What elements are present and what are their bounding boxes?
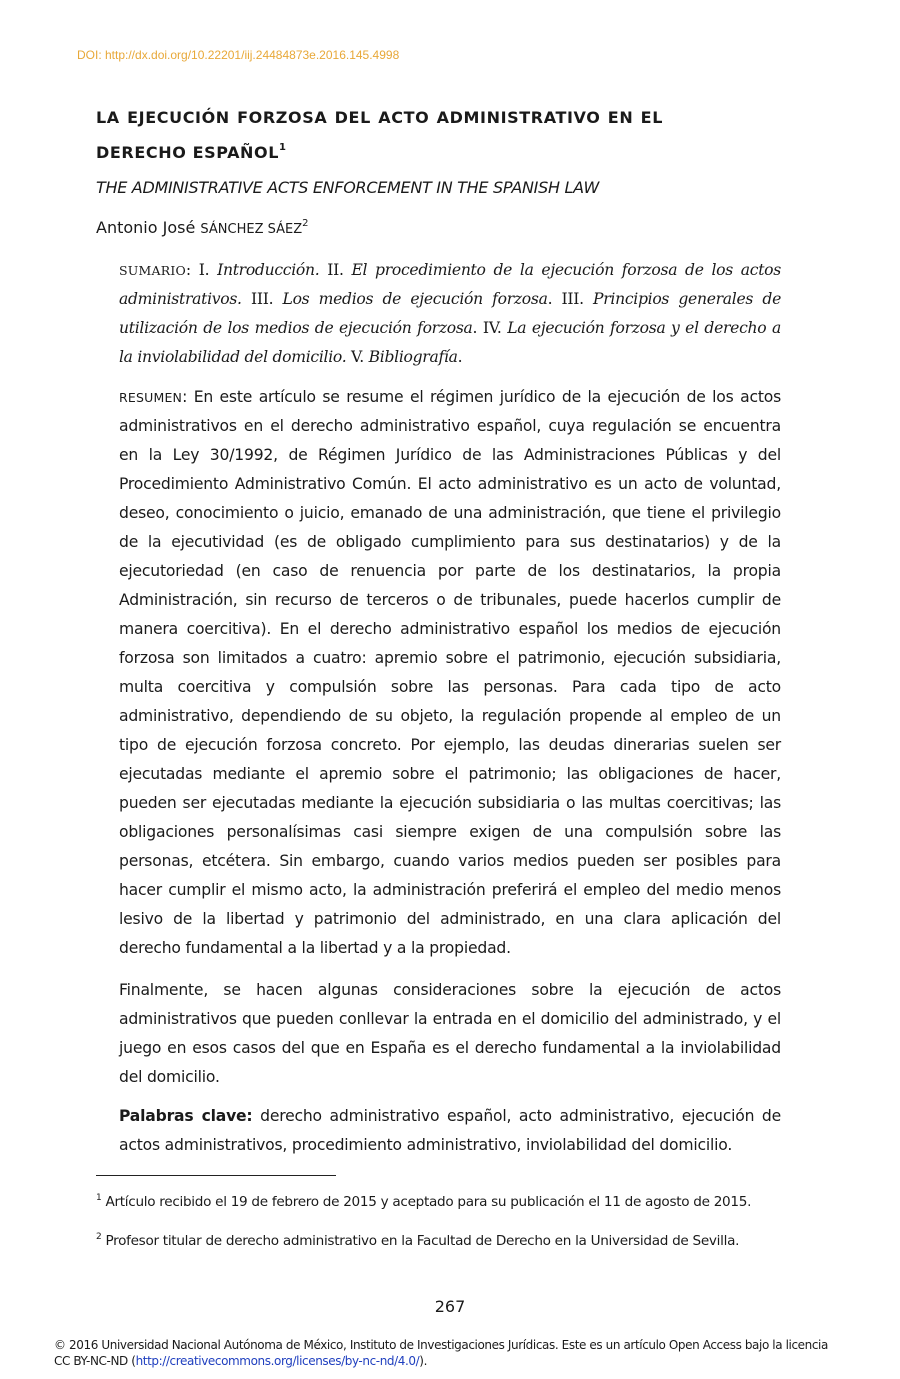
sumario-item-3: Los medios de ejecución forzosa (282, 290, 548, 308)
footnote-2-text: Profesor titular de derecho administrativo en la Facultad de Derecho en la Universidad de Sevilla. (105, 1233, 740, 1249)
author-footnote-ref[interactable]: 2 (302, 218, 309, 229)
footnote-2 (96, 1232, 739, 1249)
doi-link[interactable]: DOI: http://dx.doi.org/10.22201/iij.24484873e.2016.145.4998 (77, 48, 400, 62)
author-line (96, 218, 309, 237)
resumen-paragraph: RESUMEN: En este artículo se resume el régimen jurídico de la ejecución de los actos administrativos en el derecho administrativo español, cuya regulación se encuentra en la Ley 30/1992, de Régimen Jurídico de las Administraciones Públicas y del Procedimiento Administrativo Común. El acto administrativo es un acto de voluntad, deseo, conocimiento o juicio, emanado de una administración, que tiene el privilegio de la ejecutividad (es de obligado cumplimiento para sus destinatarios) y de la ejecutoriedad (en caso de renuencia por parte de los destinatarios, la propia Administración, sin recurso de terceros o de tribunales, puede hacerlos cumplir de manera coercitiva). En el derecho administrativo español los medios de ejecución forzosa son limitados a cuatro: apremio sobre el patrimonio, ejecución subsidiaria, multa coercitiva y compulsión sobre las personas. Para cada tipo de acto administrativo, dependiendo de su objeto, la regulación propende al empleo de un tipo de ejecución forzosa concreto. Por ejemplo, las deudas dinerarias suelen ser ejecutadas mediante el apremio sobre el patrimonio; las obligaciones de hacer, pueden ser ejecutadas mediante la ejecución subsidiaria o las multas coercitivas; las obligaciones personalísimas casi siempre exigen de una compulsión sobre las personas, etcétera. Sin embargo, cuando varios medios pueden ser posibles para hacer cumplir el mismo acto, la administración preferirá el empleo del medio menos lesivo de la libertad y patrimonio del administrado, en una clara aplicación del derecho fundamental a la libertad y a la propiedad. (119, 388, 782, 957)
footnote-1-num: 1 (96, 1193, 102, 1203)
footnote-1-text: Artículo recibido el 19 de febrero de 2015 y aceptado para su publicación el 11 de agosto de 2015. (105, 1194, 752, 1210)
resumen-text: En este artículo se resume el régimen jurídico de la ejecución de los actos administrativos en el derecho administrativo español, cuya regulación se encuentra en la Ley 30/1992, de Régimen Jurídico de las Administraciones Públicas y del Procedimiento Administrativo Común. El acto administrativo es un acto de voluntad, deseo, conocimiento o juicio, emanado de una administración, que tiene el privilegio de la ejecutividad (es de obligado cumplimiento para sus destinatarios) y de la ejecutoriedad (en caso de renuencia por parte de los destinatarios, la propia Administración, sin recurso de terceros o de tribunales, puede hacerlos cumplir de manera coercitiva). En el derecho administrativo español los medios de ejecución forzosa son limitados a cuatro: apremio sobre el patrimonio, ejecución subsidiaria, multa coercitiva y compulsión sobre las personas. Para cada tipo de acto administrativo, dependiendo de su objeto, la regulación propende al empleo de un tipo de ejecución forzosa concreto. Por ejemplo, las deudas dinerarias suelen ser ejecutadas mediante el apremio sobre el patrimonio; las obligaciones de hacer, pueden ser ejecutadas mediante la ejecución subsidiaria o las multas coercitivas; las obligaciones personalísimas casi siempre exigen de una compulsión sobre las personas, etcétera. Sin embargo, cuando varios medios pueden ser posibles para hacer cumplir el mismo acto, la administración preferirá el empleo del medio menos lesivo de la libertad y patrimonio del administrado, en una clara aplicación del derecho fundamental a la libertad y a la propiedad. (119, 388, 782, 957)
sumario-paragraph: SUMARIO: I. Introducción. II. El procedimiento de la ejecución forzosa de los actos administrativos. III. Los medios de ejecución forzosa. III. Principios generales de utilización de los medios de ejecución forzosa. IV. La ejecución forzosa y el derecho a la inviolabilidad del domicilio. V. Bibliografía. (119, 261, 781, 366)
sumario-item-1: Introducción. (217, 261, 320, 279)
footnote-2-num: 2 (96, 1232, 102, 1242)
license-link[interactable]: http://creativecommons.org/licenses/by-nc-nd/4.0/ (135, 1354, 420, 1368)
article-subtitle-english: THE ADMINISTRATIVE ACTS ENFORCEMENT IN THE SPANISH LAW (96, 178, 599, 197)
sumario-item-5: La ejecución forzosa y el derecho a la inviolabilidad del domicilio. (119, 319, 781, 366)
page-number: 267 (434, 1297, 466, 1316)
keywords-paragraph (119, 1102, 781, 1160)
title-footnote-ref[interactable]: 1 (279, 142, 287, 153)
sumario-num-1: I. (198, 261, 210, 279)
license-text: © 2016 Universidad Nacional Autónoma de México, Instituto de Investigaciones Jurídicas. Este es un artículo Open Access bajo la licencia CC BY-NC-ND ( (54, 1338, 828, 1368)
license-notice (54, 1337, 844, 1369)
footnote-1 (96, 1193, 751, 1210)
resumen-final-paragraph: Finalmente, se hacen algunas consideraciones sobre la ejecución de actos administrativos que pueden conllevar la entrada en el domicilio del administrado, y el juego en esos casos del que en España es el derecho fundamental a la inviolabilidad del domicilio. (119, 981, 781, 1086)
sumario-label: SUMARIO (119, 263, 186, 278)
keywords-text: derecho administrativo español, acto administrativo, ejecución de actos administrativos, procedimiento administrativo, inviolabilidad del domicilio. (119, 1107, 782, 1154)
sumario-item-2: El procedimiento de la ejecución forzosa de los actos administrativos. (119, 261, 781, 308)
article-title-text: LA EJECUCIÓN FORZOSA DEL ACTO ADMINISTRATIVO EN EL DERECHO ESPAÑOL (96, 108, 663, 162)
sumario-num-6: V. (351, 348, 364, 366)
footnote-divider (96, 1175, 336, 1176)
sumario-num-3: III. (251, 290, 274, 308)
article-title (96, 103, 663, 168)
keywords-label: Palabras clave: (119, 1107, 253, 1125)
license-close: ). (419, 1354, 427, 1368)
author-given-name: Antonio José (96, 218, 201, 237)
sumario-num-4: III. (561, 290, 584, 308)
sumario-item-6: Bibliografía (368, 348, 458, 366)
resumen-label: RESUMEN (119, 390, 183, 405)
sumario-num-5: IV. (482, 319, 502, 337)
author-family-name: SÁNCHEZ SÁEZ (200, 222, 303, 237)
sumario-num-2: II. (327, 261, 344, 279)
sumario-item-4: Principios generales de utilización de los medios de ejecución forzosa (119, 290, 781, 337)
